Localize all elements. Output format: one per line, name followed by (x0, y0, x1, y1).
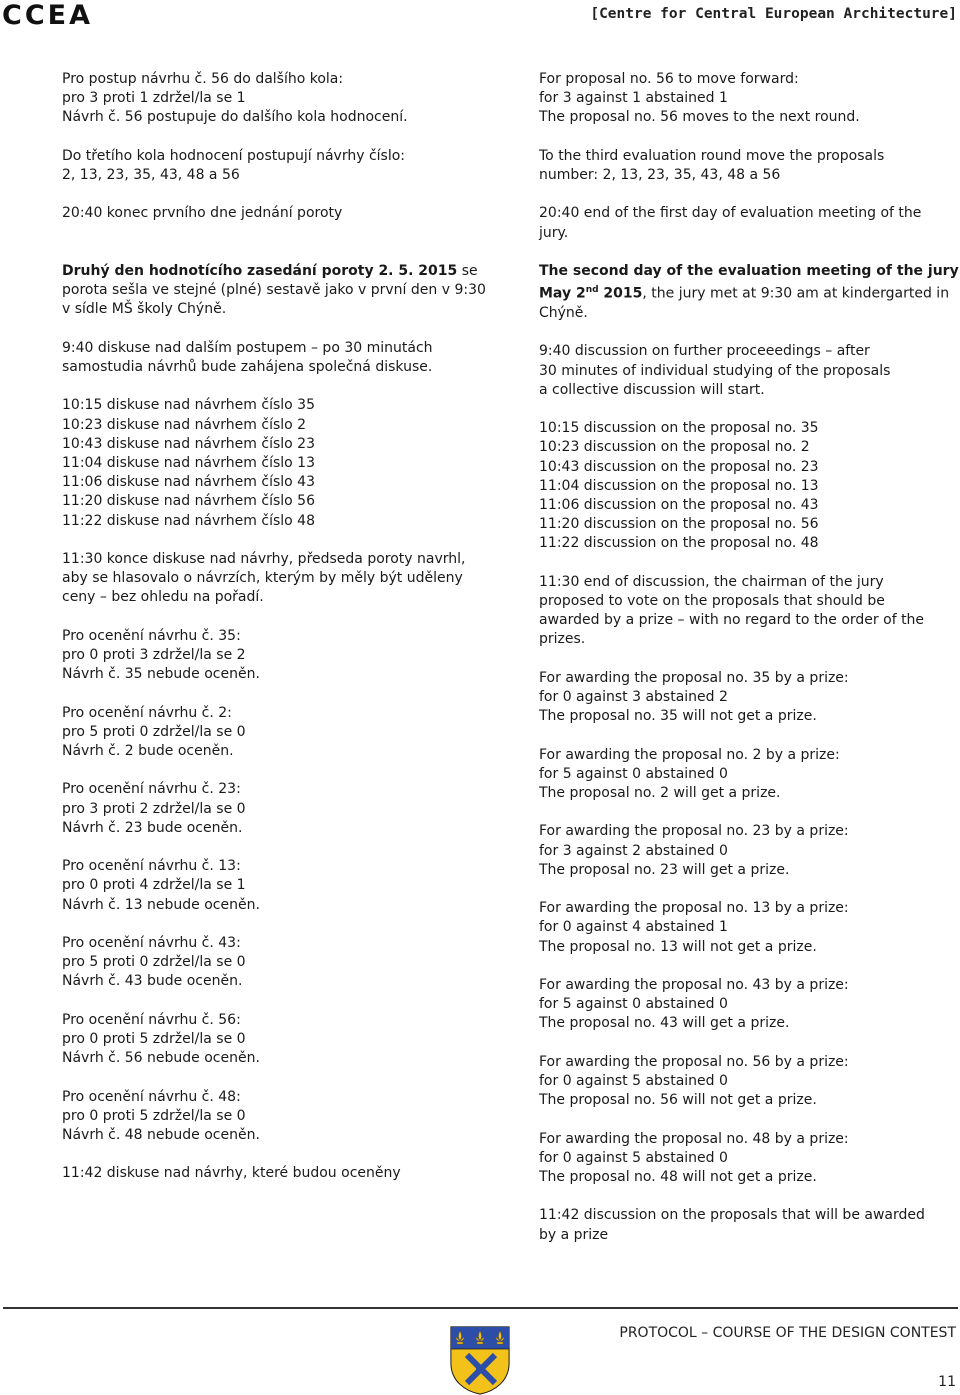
paragraph-p6 (62, 396, 492, 530)
text-line: The proposal no. 2 will get a prize. (539, 785, 781, 802)
text-line: Pro ocenění návrhu č. 56: (62, 1011, 241, 1028)
text-line: The proposal no. 48 will not get a prize. (539, 1169, 817, 1186)
text-line: Návrh č. 35 nebude oceněn. (62, 666, 260, 683)
text-line: pro 5 proti 0 zdržel/la se 0 (62, 954, 246, 971)
vote-block (539, 976, 951, 1034)
text-line: awarded by a prize – with no regard to the order of the (539, 612, 925, 629)
paragraph-last (539, 1206, 951, 1244)
text-line: Pro ocenění návrhu č. 2: (62, 704, 232, 721)
text-line: The proposal no. 43 will get a prize. (539, 1015, 790, 1032)
text-line: Pro postup návrhu č. 56 do dalšího kola: (62, 71, 344, 87)
text-line: pro 3 proti 1 zdržel/la se 1 (62, 90, 246, 107)
vote-block (62, 780, 492, 838)
text-line: 10:15 diskuse nad návrhem číslo 35 (62, 397, 315, 414)
text-run: se porota sešla ve stejné (plné) sestavě jako v první den v 9:30 v sídle MŠ školy Chýně. (62, 262, 486, 318)
text-line: 10:23 discussion on the proposal no. 2 (539, 439, 810, 456)
text-line: 9:40 discussion on further proceeedings – after (539, 343, 870, 360)
text-line: For awarding the proposal no. 35 by a prize: (539, 669, 849, 686)
text-line: Pro ocenění návrhu č. 48: (62, 1088, 241, 1105)
text-line: number: 2, 13, 23, 35, 43, 48 a 56 (539, 167, 781, 183)
vote-block (62, 1088, 492, 1146)
text-line: 11:20 diskuse nad návrhem číslo 56 (62, 493, 315, 510)
text-line: for 0 against 4 abstained 1 (539, 919, 728, 936)
bold-heading: Druhý den hodnotícího zasedání poroty 2. 5. 2015 (62, 262, 458, 279)
text-line: 11:04 diskuse nad návrhem číslo 13 (62, 454, 315, 471)
text-line: pro 0 proti 4 zdržel/la se 1 (62, 877, 246, 894)
vote-block (62, 934, 492, 992)
text-line: For awarding the proposal no. 43 by a prize: (539, 977, 849, 994)
paragraph-p1 (62, 70, 492, 128)
text-line: 11:42 diskuse nad návrhy, které budou oceněny (62, 1165, 401, 1182)
text-line: pro 5 proti 0 zdržel/la se 0 (62, 723, 246, 740)
vote-block (62, 704, 492, 762)
text-line: 30 minutes of individual studying of the proposals (539, 362, 891, 379)
text-line: 10:43 diskuse nad návrhem číslo 23 (62, 435, 315, 452)
text-line: For awarding the proposal no. 48 by a prize: (539, 1130, 849, 1147)
text-line: Návrh č. 48 nebude oceněn. (62, 1126, 260, 1143)
paragraph-p4 (539, 262, 959, 323)
bold-date: May 2 (539, 285, 586, 302)
bold-heading: The second day of the evaluation meeting of the jury (539, 262, 959, 279)
text-line: 11:06 diskuse nad návrhem číslo 43 (62, 474, 315, 491)
text-line: For awarding the proposal no. 56 by a prize: (539, 1053, 849, 1070)
text-line: aby se hlasovalo o návrzích, kterým by měly být uděleny (62, 570, 463, 587)
coat-of-arms-icon (449, 1325, 511, 1395)
text-run: , the jury met at 9:30 am at kindergarted in Chýně. (539, 285, 950, 322)
text-line: For proposal no. 56 to move forward: (539, 71, 799, 87)
text-line: Návrh č. 56 nebude oceněn. (62, 1050, 260, 1067)
text-line: 11:22 discussion on the proposal no. 48 (539, 535, 819, 552)
paragraph-p4 (62, 262, 492, 320)
czech-column (62, 70, 492, 1203)
text-line: 11:30 end of discussion, the chairman of the jury (539, 573, 884, 590)
text-line: Pro ocenění návrhu č. 13: (62, 858, 241, 875)
text-line: The proposal no. 23 will get a prize. (539, 861, 790, 878)
text-line: 11:30 konce diskuse nad návrhy, předseda poroty navrhl, (62, 550, 466, 567)
text-line: 10:23 diskuse nad návrhem číslo 2 (62, 416, 307, 433)
text-line: for 5 against 0 abstained 0 (539, 996, 728, 1013)
bold-year: 2015 (598, 285, 643, 302)
text-line: Návrh č. 13 nebude oceněn. (62, 896, 260, 913)
text-line: 11:20 discussion on the proposal no. 56 (539, 516, 819, 533)
text-line: The proposal no. 35 will not get a prize. (539, 708, 817, 725)
paragraph-last (62, 1164, 492, 1183)
text-line: For awarding the proposal no. 23 by a prize: (539, 823, 849, 840)
text-line: ceny – bez ohledu na pořadí. (62, 589, 264, 606)
vote-block (539, 822, 951, 880)
vote-block (539, 899, 951, 957)
text-line: prizes. (539, 631, 586, 648)
text-line: 11:06 discussion on the proposal no. 43 (539, 497, 819, 514)
english-column (539, 70, 959, 1264)
text-line: for 3 against 1 abstained 1 (539, 90, 728, 107)
text-line: 10:43 discussion on the proposal no. 23 (539, 458, 819, 475)
paragraph-p6 (539, 419, 951, 553)
organization-name: [Centre for Central European Architecture] (590, 6, 957, 22)
paragraph-p2 (539, 147, 951, 185)
paragraph-p2 (62, 147, 492, 185)
document-title: PROTOCOL – COURSE OF THE DESIGN CONTEST (619, 1325, 956, 1341)
paragraph-p5 (62, 339, 492, 377)
text-line: for 0 against 3 abstained 2 (539, 689, 728, 706)
text-line: samostudia návrhů bude zahájena společná diskuse. (62, 358, 433, 375)
text-line: for 3 against 2 abstained 0 (539, 842, 728, 859)
paragraph-p5 (539, 342, 951, 400)
text-line: pro 0 proti 5 zdržel/la se 0 (62, 1030, 246, 1047)
ccea-logo: CCEA (2, 0, 93, 31)
text-line: Návrh č. 43 bude oceněn. (62, 973, 243, 990)
text-line: Pro ocenění návrhu č. 35: (62, 627, 241, 644)
text-line: For awarding the proposal no. 13 by a prize: (539, 900, 849, 917)
text-line: Pro ocenění návrhu č. 23: (62, 781, 241, 798)
text-line: 11:42 discussion on the proposals that will be awarded (539, 1207, 925, 1224)
text-line: pro 0 proti 3 zdržel/la se 2 (62, 646, 246, 663)
text-line: Návrh č. 2 bude oceněn. (62, 742, 234, 759)
text-line: 11:22 diskuse nad návrhem číslo 48 (62, 512, 315, 529)
text-line: Návrh č. 23 bude oceněn. (62, 819, 243, 836)
text-line: 2, 13, 23, 35, 43, 48 a 56 (62, 167, 240, 183)
text-line: by a prize (539, 1226, 609, 1243)
vote-block (539, 746, 951, 804)
text-line: To the third evaluation round move the proposals (539, 147, 885, 164)
footer-divider (3, 1307, 958, 1309)
paragraph-p7 (539, 573, 951, 650)
paragraph-p7 (62, 550, 492, 608)
text-line: pro 3 proti 2 zdržel/la se 0 (62, 800, 246, 817)
page-number: 11 (938, 1374, 956, 1390)
text-line: pro 0 proti 5 zdržel/la se 0 (62, 1107, 246, 1124)
text-line: 11:04 discussion on the proposal no. 13 (539, 477, 819, 494)
text-line: The proposal no. 13 will not get a prize. (539, 938, 817, 955)
text-line: The proposal no. 56 will not get a prize. (539, 1092, 817, 1109)
text-line: for 0 against 5 abstained 0 (539, 1149, 728, 1166)
text-line: for 0 against 5 abstained 0 (539, 1073, 728, 1090)
vote-block (539, 1130, 951, 1188)
text-line: 10:15 discussion on the proposal no. 35 (539, 420, 819, 437)
text-line: jury. (539, 224, 569, 241)
text-line: a collective discussion will start. (539, 381, 765, 398)
text-line: 9:40 diskuse nad dalším postupem – po 30 minutách (62, 339, 433, 356)
vote-block (62, 1011, 492, 1069)
text-line: For awarding the proposal no. 2 by a prize: (539, 746, 840, 763)
text-line: The proposal no. 56 moves to the next round. (539, 109, 860, 126)
text-line: for 5 against 0 abstained 0 (539, 765, 728, 782)
paragraph-p3 (539, 204, 951, 242)
text-line: Pro ocenění návrhu č. 43: (62, 934, 241, 951)
vote-block (62, 627, 492, 685)
text-line: 20:40 end of the first day of evaluation meeting of the (539, 205, 922, 222)
paragraph-p1 (539, 70, 951, 128)
vote-block (539, 1053, 951, 1111)
ordinal-suffix: nd (585, 285, 599, 296)
vote-block (539, 669, 951, 727)
vote-block (62, 857, 492, 915)
text-line: Do třetího kola hodnocení postupují návrhy číslo: (62, 147, 405, 164)
text-line: Návrh č. 56 postupuje do dalšího kola hodnocení. (62, 109, 408, 126)
text-line: proposed to vote on the proposals that should be (539, 593, 885, 610)
paragraph-p3 (62, 204, 492, 223)
text-line: 20:40 konec prvního dne jednání poroty (62, 205, 343, 222)
